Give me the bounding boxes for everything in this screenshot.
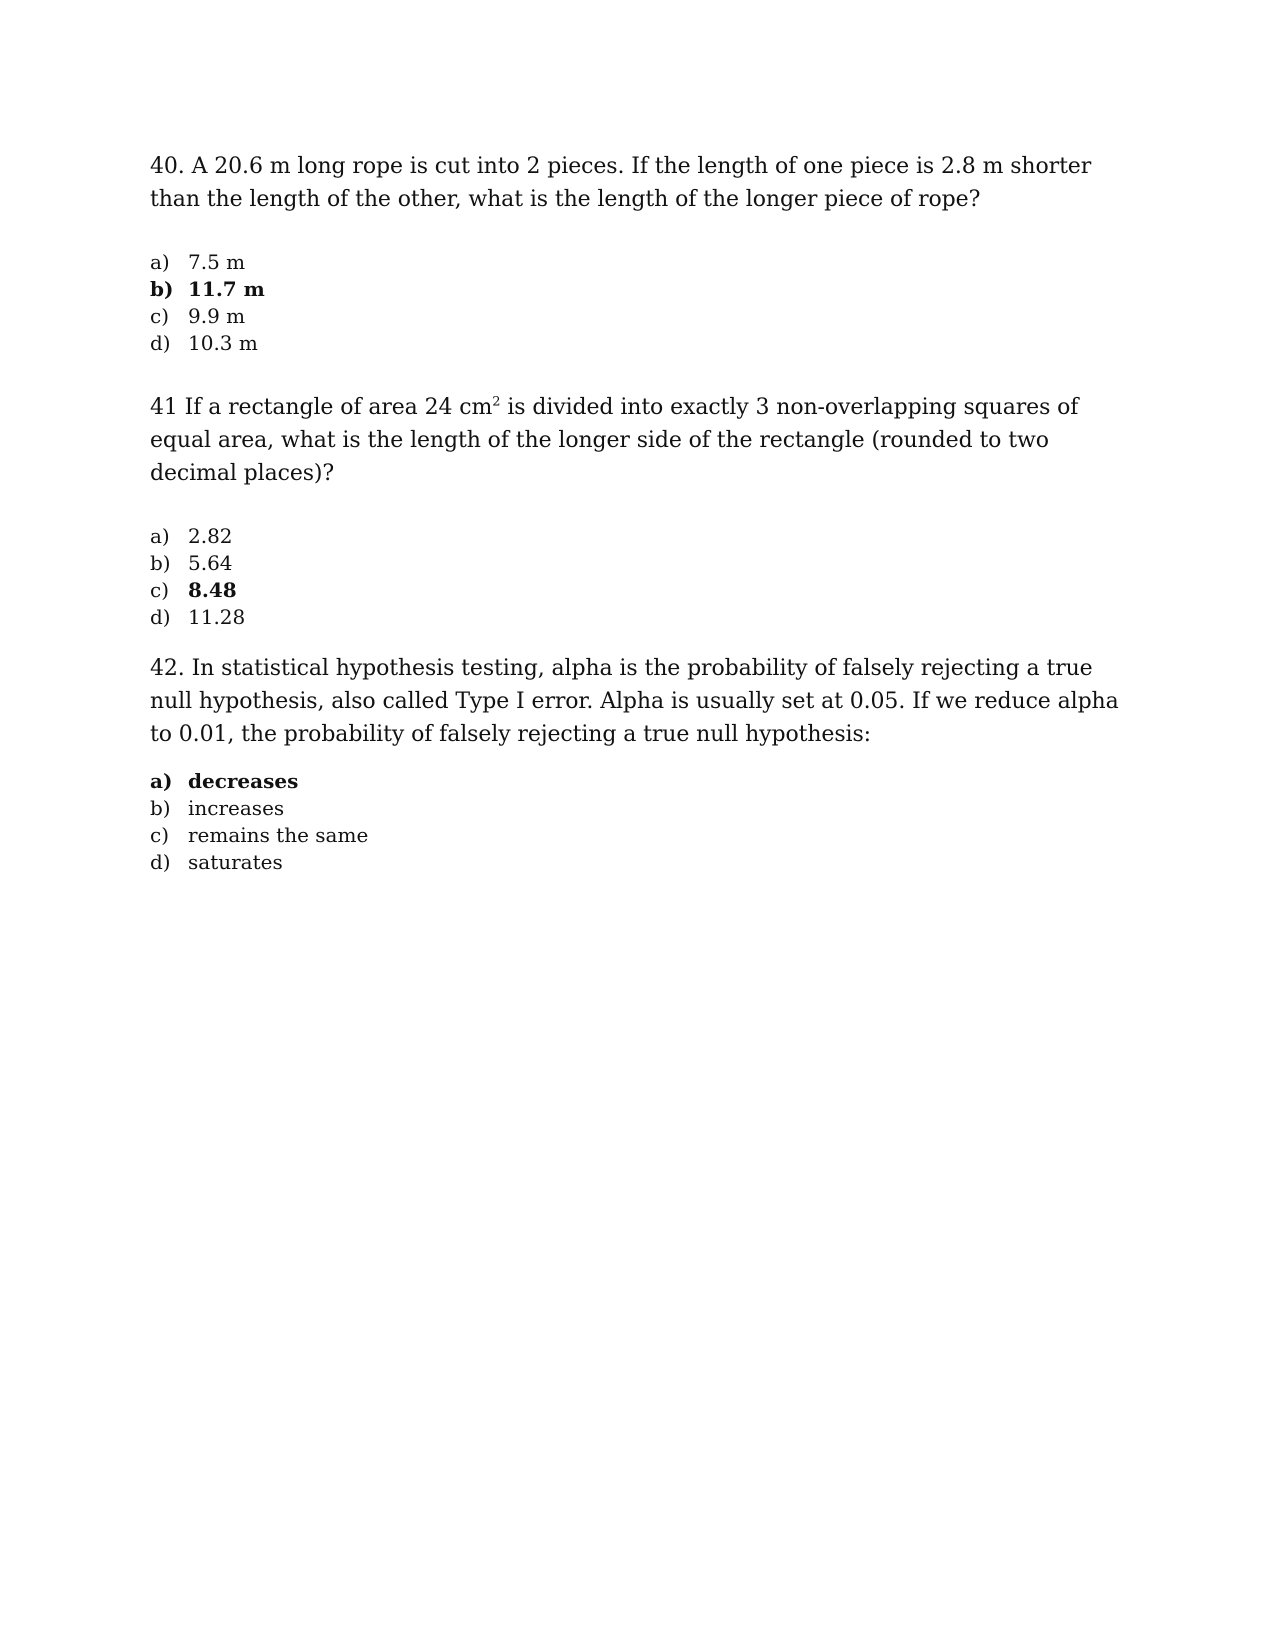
question-40-text: 40. A 20.6 m long rope is cut into 2 pieces. If the length of one piece is 2.8 m shorter than the length of the other, what is the length of the longer piece of rope? xyxy=(150,154,1092,212)
option-b xyxy=(150,795,1130,822)
option-text: saturates xyxy=(188,850,283,874)
option-a xyxy=(150,768,1130,795)
option-text: decreases xyxy=(188,769,299,793)
question-40 xyxy=(150,150,1130,357)
option-text: 11.28 xyxy=(188,605,246,629)
option-d xyxy=(150,849,1130,876)
option-d xyxy=(150,604,1130,631)
option-text: 2.82 xyxy=(188,524,233,548)
question-41-text-before: 41 If a rectangle of area 24 cm xyxy=(150,395,493,420)
option-text: 7.5 m xyxy=(188,250,246,274)
option-letter: a) xyxy=(150,769,173,793)
option-letter: c) xyxy=(150,304,170,328)
option-text: remains the same xyxy=(188,823,369,847)
option-letter: b) xyxy=(150,551,171,575)
option-text: 5.64 xyxy=(188,551,233,575)
superscript-2: 2 xyxy=(492,394,501,410)
option-c xyxy=(150,822,1130,849)
question-41-options xyxy=(150,523,1130,631)
option-letter: c) xyxy=(150,578,170,602)
question-42-text: 42. In statistical hypothesis testing, alpha is the probability of falsely rejecting a true null hypothesis, also called Type I error. Alpha is usually set at 0.05. If we reduce alpha to 0.01, the probability of falsely rejecting a true null hypothesis: xyxy=(150,656,1119,747)
option-a xyxy=(150,523,1130,550)
option-letter: a) xyxy=(150,524,170,548)
option-letter: b) xyxy=(150,277,174,301)
option-a xyxy=(150,249,1130,276)
option-b xyxy=(150,550,1130,577)
option-text: 8.48 xyxy=(188,578,237,602)
question-41-text-after: is divided into exactly 3 non-overlapping squares of equal area, what is the length of the longer side of the rectangle (rounded to two decimal places)? xyxy=(150,395,1079,486)
option-letter: a) xyxy=(150,250,170,274)
option-letter: c) xyxy=(150,823,170,847)
question-41 xyxy=(150,391,1130,631)
question-41-text xyxy=(150,391,1130,490)
question-42 xyxy=(150,652,1130,876)
option-letter: b) xyxy=(150,796,171,820)
option-text: increases xyxy=(188,796,285,820)
option-text: 9.9 m xyxy=(188,304,246,328)
option-letter: d) xyxy=(150,850,171,874)
option-text: 10.3 m xyxy=(188,331,258,355)
option-letter: d) xyxy=(150,331,171,355)
option-text: 11.7 m xyxy=(188,277,265,301)
option-letter: d) xyxy=(150,605,171,629)
question-40-options xyxy=(150,249,1130,357)
option-b xyxy=(150,276,1130,303)
option-c xyxy=(150,303,1130,330)
option-c xyxy=(150,577,1130,604)
question-42-options xyxy=(150,768,1130,876)
option-d xyxy=(150,330,1130,357)
